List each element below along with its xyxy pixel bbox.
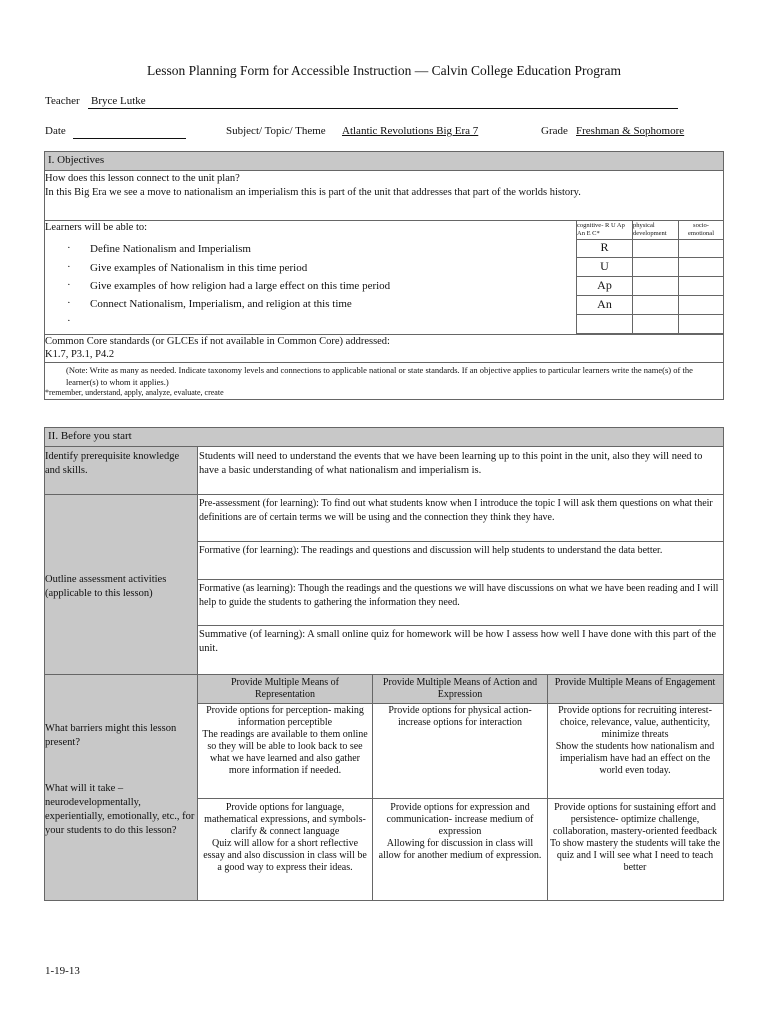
- grid-line: [576, 295, 723, 296]
- grade-label: Grade: [541, 125, 568, 137]
- bullet: ·: [67, 261, 71, 273]
- udl-physical-action-cell: Provide options for physical action- increase options for interaction: [388, 705, 532, 728]
- objectives-header: I. Objectives: [45, 152, 723, 170]
- grid-line: [576, 257, 723, 258]
- grid-line: [197, 798, 723, 799]
- objective-item: Connect Nationalism, Imperialism, and religion at this time: [90, 298, 352, 310]
- udl-recruiting-interest-cell: Provide options for recruiting interest- choice, relevance, value, authenticity, minimize threats Show the students how nationalism and imperialism have had an effect on the world even today.: [555, 705, 715, 776]
- divider: [45, 362, 723, 363]
- udl-sustaining-effort-cell: Provide options for sustaining effort and persistence- optimize challenge, collaboration, mastery-oriented feedback To show mastery the students will take the quiz and I will see what I need to teach better: [549, 802, 721, 873]
- udl-expression-cell: Provide options for expression and communication- increase medium of expression Allowing for discussion in class will allow for another medium of expression.: [378, 802, 542, 861]
- assessment-formative-for: Formative (for learning): The readings and questions and discussion will help students to understand the data better.: [199, 545, 663, 556]
- date-field[interactable]: [73, 126, 186, 139]
- teacher-name: Bryce Lutke: [91, 95, 146, 107]
- divider: [197, 446, 198, 900]
- udl-engagement-header: Provide Multiple Means of Engagement: [554, 677, 716, 688]
- objective-level: R: [600, 240, 609, 254]
- divider: [45, 494, 723, 495]
- udl-representation-header: Provide Multiple Means of Representation: [230, 677, 340, 700]
- col-cognitive: cognitive- R U Ap An E C*: [577, 222, 625, 237]
- assessment-summative: Summative (of learning): A small online quiz for homework will be how I assess how well I have done with this part of the unit.: [199, 629, 717, 654]
- teacher-label: Teacher: [45, 95, 80, 107]
- assessment-label: Outline assessment activities (applicable to this lesson): [45, 574, 167, 599]
- grid-line: [547, 674, 548, 703]
- taxonomy-footnote: *remember, understand, apply, analyze, evaluate, create: [45, 388, 224, 397]
- unit-connect-answer: In this Big Era we see a move to nationalism an imperialism this is part of the unit that addresses that part of the worlds history.: [45, 187, 581, 198]
- col-physical: physical development: [633, 222, 667, 237]
- teacher-field[interactable]: [88, 96, 678, 109]
- divider: [45, 170, 723, 171]
- divider: [197, 579, 723, 580]
- grade-value: Freshman & Sophomore: [576, 125, 685, 137]
- udl-perception-cell: Provide options for perception- making information perceptible The readings are available to them online so they will be able to look back to see what we have learned and also gather more information if needed.: [202, 705, 368, 776]
- requirements-question: What will it take – neurodevelopmentally, experientially, emotionally, etc., for your students to do this lesson?: [45, 783, 195, 836]
- grid-line: [576, 314, 723, 315]
- common-core-value: K1.7, P3.1, P4.2: [45, 349, 115, 360]
- grid-line: [576, 276, 723, 277]
- grid-line: [372, 674, 373, 900]
- assessment-pre: Pre-assessment (for learning): To find out what students know when I introduce the topic I will ask them questions on what their definitions are of certain terms we will be using and the connection they think they have.: [199, 498, 713, 523]
- objectives-note: (Note: Write as many as needed. Indicate taxonomy levels and connections to applicable national or state standards. If an objective applies to particular learners write the name(s) of the learner(s) to whom it applies.): [66, 365, 693, 387]
- objective-level: Ap: [597, 278, 612, 292]
- assessment-formative-as: Formative (as learning): Though the readings and the questions we will have discussions on what we have been reading and I will help to guide the students to gathering the information they need.: [199, 583, 719, 608]
- before-header: II. Before you start: [45, 428, 723, 446]
- prereq-text: Students will need to understand the events that we have been learning up to this point in the unit, also they will need to have a basic understanding of what nationalism and imperialism is.: [199, 451, 703, 476]
- divider: [197, 625, 723, 626]
- udl-language-cell: Provide options for language, mathematical expressions, and symbols- clarify & connect language Quiz will allow for a short reflective essay and also discussion in class will be a good way to express their ideas.: [203, 802, 367, 873]
- divider: [197, 541, 723, 542]
- udl-action-header: Provide Multiple Means of Action and Expression: [382, 677, 538, 700]
- form-title: Lesson Planning Form for Accessible Instruction — Calvin College Education Program: [147, 63, 621, 78]
- prereq-label: Identify prerequisite knowledge and skills.: [45, 451, 180, 476]
- objective-level: U: [600, 259, 609, 273]
- footer-date: 1-19-13: [45, 965, 80, 977]
- grid-line: [197, 703, 723, 704]
- learners-label: Learners will be able to:: [45, 222, 148, 233]
- date-label: Date: [45, 125, 66, 137]
- bullet: ·: [67, 279, 71, 291]
- common-core-label: Common Core standards (or GLCEs if not available in Common Core) addressed:: [45, 336, 390, 347]
- barriers-question: What barriers might this lesson present?: [45, 723, 177, 748]
- objective-item: Give examples of how religion had a large effect on this time period: [90, 280, 391, 292]
- bullet: ·: [67, 315, 71, 327]
- objective-level: An: [597, 297, 612, 311]
- subject-value: Atlantic Revolutions Big Era 7: [342, 125, 479, 137]
- objective-item: Define Nationalism and Imperialism: [90, 243, 251, 255]
- unit-connect-question: How does this lesson connect to the unit plan?: [45, 173, 240, 184]
- objective-item: Give examples of Nationalism in this time period: [90, 262, 308, 274]
- bullet: ·: [67, 242, 71, 254]
- bullet: ·: [67, 297, 71, 309]
- subject-label: Subject/ Topic/ Theme: [226, 125, 326, 137]
- col-socio: socio- emotional: [688, 222, 714, 237]
- grid-line: [678, 220, 679, 334]
